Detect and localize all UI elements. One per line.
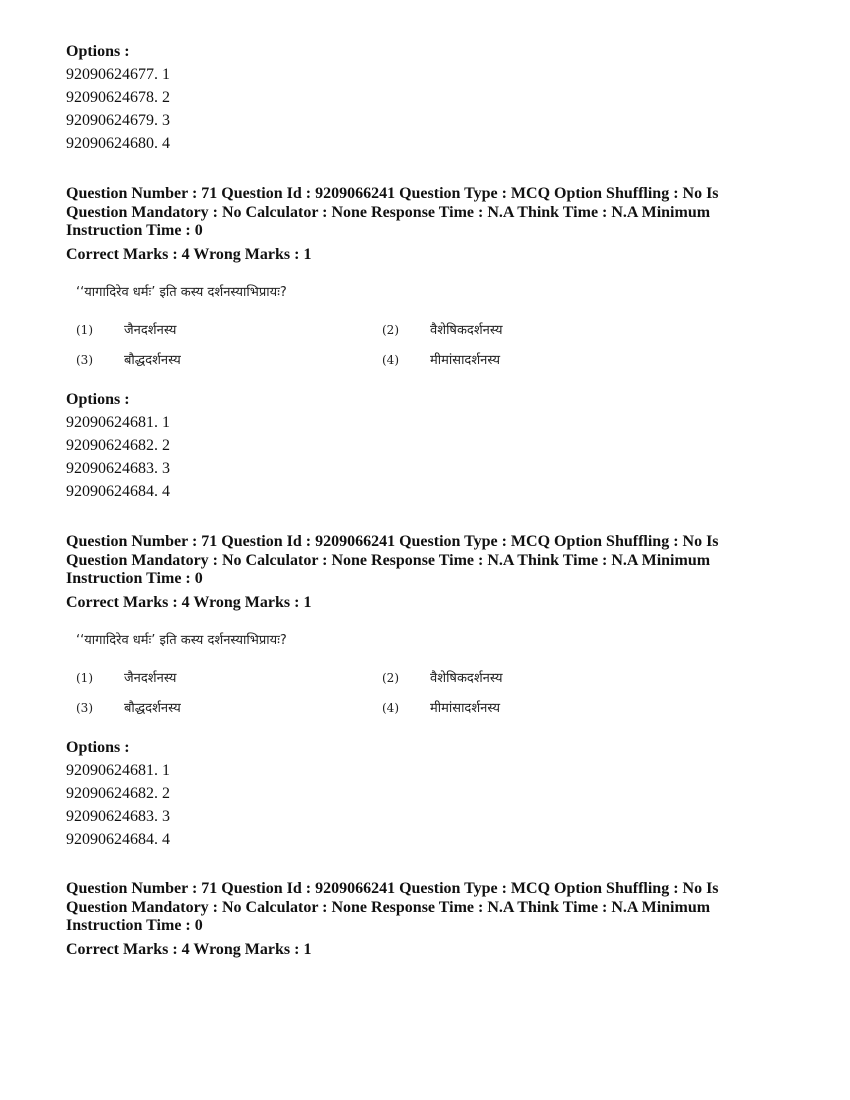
choice-4 <box>382 698 500 716</box>
option-line: 92090624682. 2 <box>66 785 170 802</box>
question-text: ‘‘यागादिरेव धर्मः’ इति कस्य दर्शनस्याभिप्रायः? <box>76 633 287 648</box>
question-meta: Question Number : 71 Question Id : 9209066241 Question Type : MCQ Option Shuffling : No Is Question Mandatory : No Calculator : None Response Time : N.A Think Time : N.A Minimum Instruction Time : 0 <box>66 533 719 587</box>
option-line: 92090624678. 2 <box>66 89 170 106</box>
option-line: 92090624684. 4 <box>66 831 170 848</box>
question-marks: Correct Marks : 4 Wrong Marks : 1 <box>66 593 312 611</box>
question-body-2 <box>66 630 526 730</box>
choice-number: (1) <box>76 323 93 337</box>
option-line: 92090624677. 1 <box>66 66 170 83</box>
choice-1 <box>76 668 176 686</box>
option-line: 92090624681. 1 <box>66 762 170 779</box>
choice-2 <box>382 668 503 686</box>
choice-text: वैशेषिकदर्शनस्य <box>430 671 503 686</box>
choice-1 <box>76 320 176 338</box>
choice-number: (4) <box>382 701 399 715</box>
choice-text: जैनदर्शनस्य <box>124 671 177 686</box>
choice-text: बौद्धदर्शनस्य <box>124 353 181 368</box>
choice-number: (1) <box>76 671 93 685</box>
choice-number: (4) <box>382 353 399 367</box>
choice-text: जैनदर्शनस्य <box>124 323 177 338</box>
option-line: 92090624681. 1 <box>66 414 170 431</box>
choice-text: मीमांसादर्शनस्य <box>430 701 500 716</box>
question-text: ‘‘यागादिरेव धर्मः’ इति कस्य दर्शनस्याभिप्रायः? <box>76 285 287 300</box>
choice-3 <box>76 350 181 368</box>
choice-3 <box>76 698 181 716</box>
choice-text: मीमांसादर्शनस्य <box>430 353 500 368</box>
option-line: 92090624684. 4 <box>66 483 170 500</box>
options-heading: Options : <box>66 43 130 60</box>
option-line: 92090624680. 4 <box>66 135 170 152</box>
choice-number: (3) <box>76 353 93 367</box>
question-header-2 <box>66 533 766 613</box>
question-meta: Question Number : 71 Question Id : 9209066241 Question Type : MCQ Option Shuffling : No Is Question Mandatory : No Calculator : None Response Time : N.A Think Time : N.A Minimum Instruction Time : 0 <box>66 880 719 934</box>
choice-4 <box>382 350 500 368</box>
choice-number: (2) <box>382 323 399 337</box>
option-line: 92090624679. 3 <box>66 112 170 129</box>
option-line: 92090624682. 2 <box>66 437 170 454</box>
choice-number: (2) <box>382 671 399 685</box>
options-block-top <box>66 40 766 155</box>
choice-2 <box>382 320 503 338</box>
question-header-1 <box>66 185 766 265</box>
options-block-1 <box>66 388 766 503</box>
question-meta: Question Number : 71 Question Id : 9209066241 Question Type : MCQ Option Shuffling : No Is Question Mandatory : No Calculator : None Response Time : N.A Think Time : N.A Minimum Instruction Time : 0 <box>66 185 719 239</box>
choice-text: वैशेषिकदर्शनस्य <box>430 323 503 338</box>
question-marks: Correct Marks : 4 Wrong Marks : 1 <box>66 245 312 263</box>
question-marks: Correct Marks : 4 Wrong Marks : 1 <box>66 940 312 958</box>
question-body-1 <box>66 282 526 382</box>
choice-text: बौद्धदर्शनस्य <box>124 701 181 716</box>
options-heading: Options : <box>66 739 130 756</box>
option-line: 92090624683. 3 <box>66 808 170 825</box>
option-line: 92090624683. 3 <box>66 460 170 477</box>
choice-number: (3) <box>76 701 93 715</box>
options-block-2 <box>66 736 766 851</box>
question-header-3 <box>66 880 766 960</box>
options-heading: Options : <box>66 391 130 408</box>
